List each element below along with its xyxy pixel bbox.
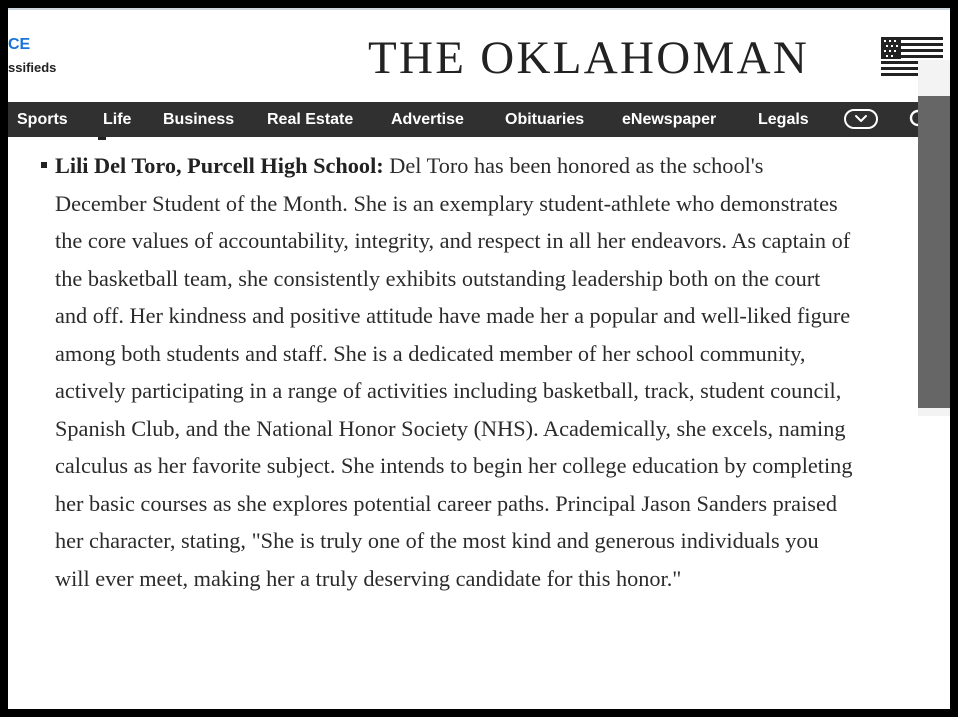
site-header — [8, 10, 950, 102]
browser-page — [8, 8, 950, 709]
student-name-heading: Lili Del Toro, Purcell High School: — [55, 153, 384, 178]
main-nav — [8, 102, 950, 137]
article-body — [8, 137, 950, 709]
student-description: Del Toro has been honored as the school's December Student of the Month. She is an exemplary student-athlete who demonstrates the core values of accountability, integrity, and respect in all her endeavors. As captain of the basketball team, she consistently exhibits outstanding leadership both on the court and off. Her kindness and positive attitude have made her a popular and well-liked figure among both students and staff. She is a dedicated member of her school community, actively participating in a range of activities including basketball, track, student council, Spanish Club, and the National Honor Society (NHS). Academically, she excels, naming calculus as her favorite subject. She intends to begin her college education by completing her basic courses as she explores potential career paths. Principal Jason Sanders praised her character, stating, "She is truly one of the most kind and generous individuals you will ever meet, making her a truly deserving candidate for this honor." — [55, 153, 853, 591]
scrollbar-thumb[interactable] — [918, 96, 950, 408]
list-item — [55, 147, 855, 597]
nav-item-sports[interactable]: Sports — [17, 111, 68, 128]
nav-item-business[interactable]: Business — [163, 111, 235, 128]
nav-item-life[interactable]: Life — [103, 111, 132, 128]
previous-text-fragment — [98, 137, 106, 140]
header-nav-link-partial[interactable]: CE — [8, 36, 31, 53]
nav-item-enewspaper[interactable]: eNewspaper — [622, 111, 717, 128]
nav-item-real-estate[interactable]: Real Estate — [267, 111, 354, 128]
site-logo[interactable]: THE OKLAHOMAN — [368, 32, 810, 84]
more-menu-button[interactable] — [844, 109, 878, 129]
nav-item-legals[interactable]: Legals — [758, 111, 809, 128]
list-bullet — [41, 162, 47, 168]
nav-item-advertise[interactable]: Advertise — [391, 111, 464, 128]
nav-item-obituaries[interactable]: Obituaries — [505, 111, 585, 128]
chevron-down-icon — [846, 111, 876, 127]
classifieds-link-partial[interactable]: ssifieds — [8, 60, 57, 75]
